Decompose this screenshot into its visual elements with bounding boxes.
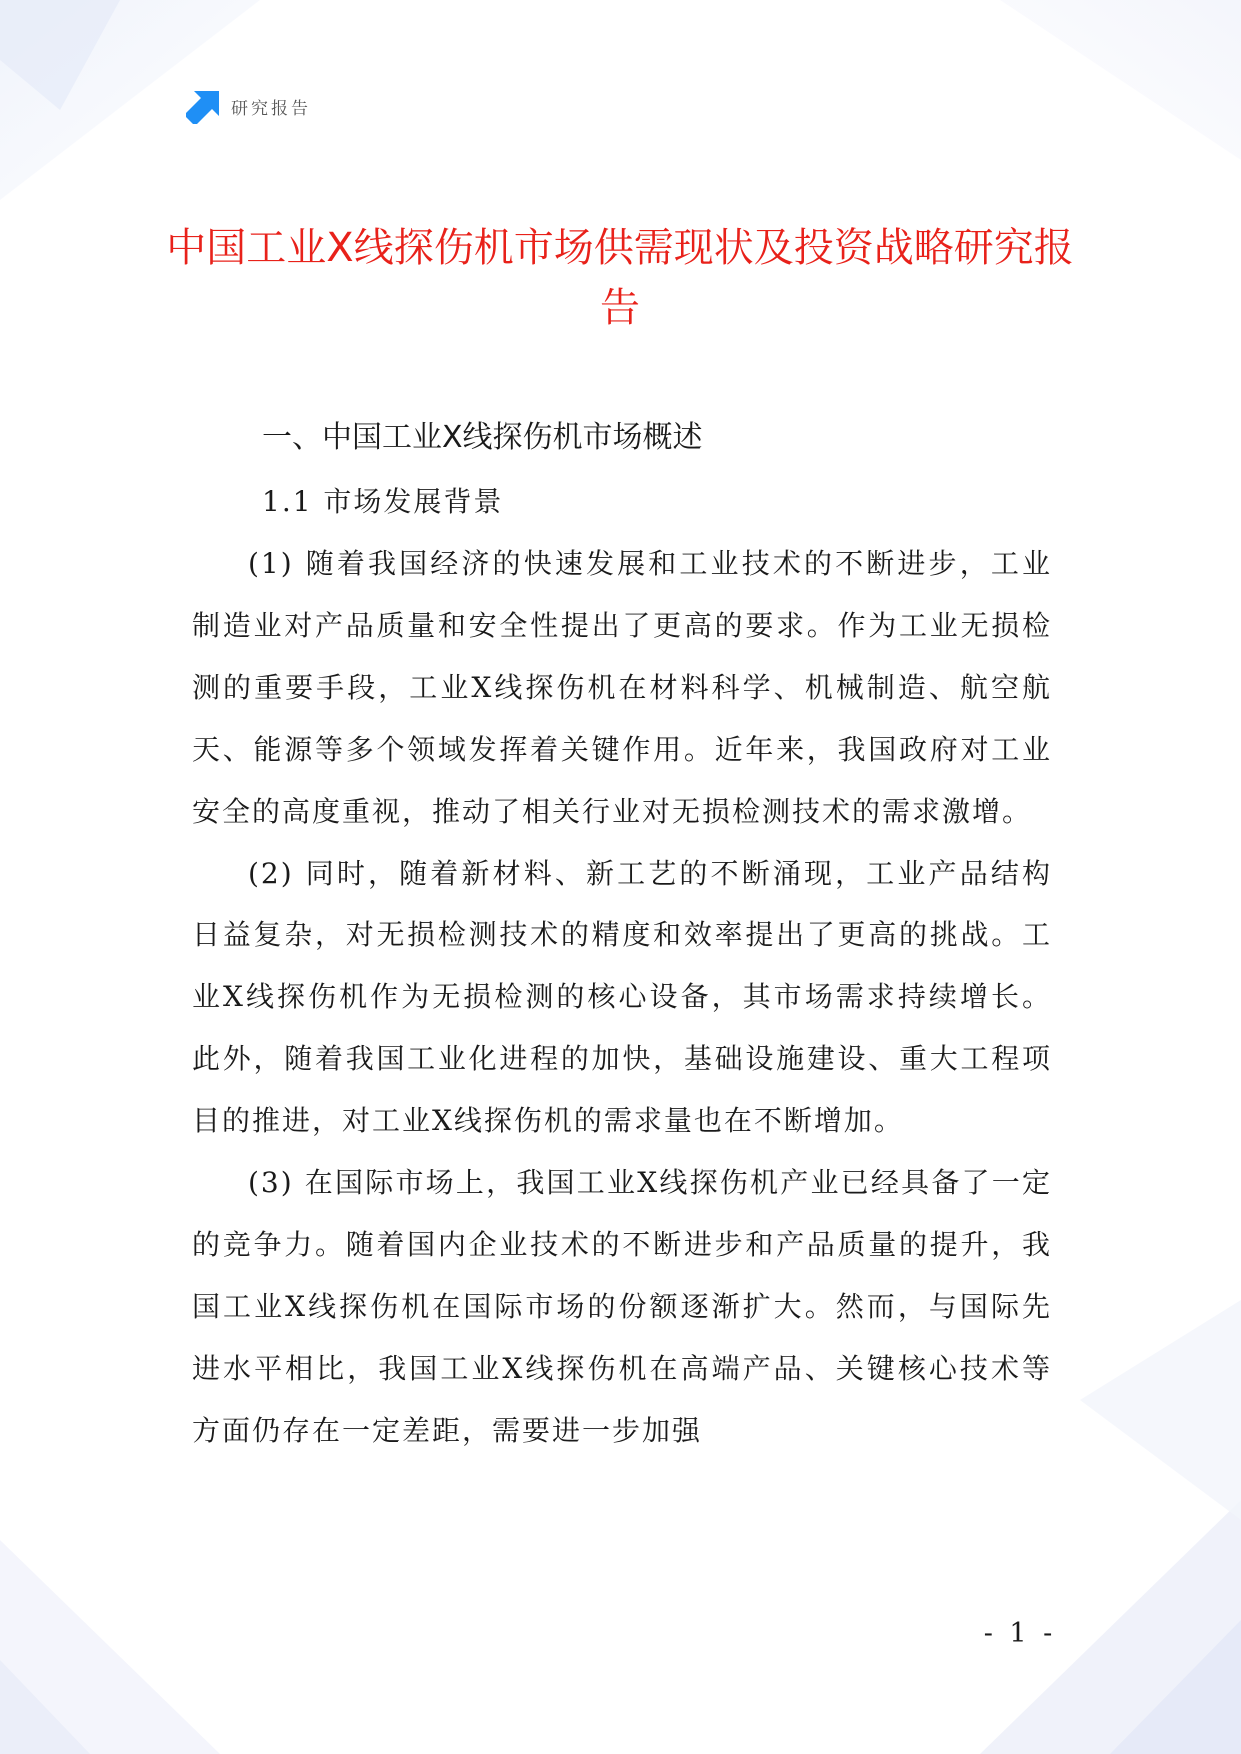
header-brand-label: 研究报告 <box>231 98 311 119</box>
page-number: - 1 - <box>983 1618 1057 1649</box>
subsection-heading: 1.1 市场发展背景 <box>262 485 504 518</box>
header-brand <box>186 88 311 124</box>
arrow-up-right-icon <box>186 88 222 124</box>
paragraph-1: (1) 随着我国经济的快速发展和工业技术的不断进步，工业制造业对产品质量和安全性提出了更高的要求。作为工业无损检测的重要手段，工业X线探伤机在材料科学、机械制造、航空航天、能源等多个领域发挥着关键作用。近年来，我国政府对工业安全的高度重视，推动了相关行业对无损检测技术的需求激增。 <box>192 547 1052 828</box>
paragraph-2: (2) 同时，随着新材料、新工艺的不断涌现，工业产品结构日益复杂，对无损检测技术的精度和效率提出了更高的挑战。工业X线探伤机作为无损检测的核心设备，其市场需求持续增长。此外，随着我国工业化进程的加快，基础设施建设、重大工程项目的推进，对工业X线探伤机的需求量也在不断增加。 <box>192 856 1052 1138</box>
section-heading: 一、中国工业X线探伤机市场概述 <box>262 420 703 455</box>
report-title: 中国工业X线探伤机市场供需现状及投资战略研究报告 <box>166 225 1074 331</box>
paragraph-3: (3) 在国际市场上，我国工业X线探伤机产业已经具备了一定的竞争力。随着国内企业技术的不断进步和产品质量的提升，我国工业X线探伤机在国际市场的份额逐渐扩大。然而，与国际先进水平相比，我国工业X线探伤机在高端产品、关键核心技术等方面仍存在一定差距，需要进一步加强 <box>192 1166 1052 1447</box>
body-text <box>192 533 1052 1462</box>
